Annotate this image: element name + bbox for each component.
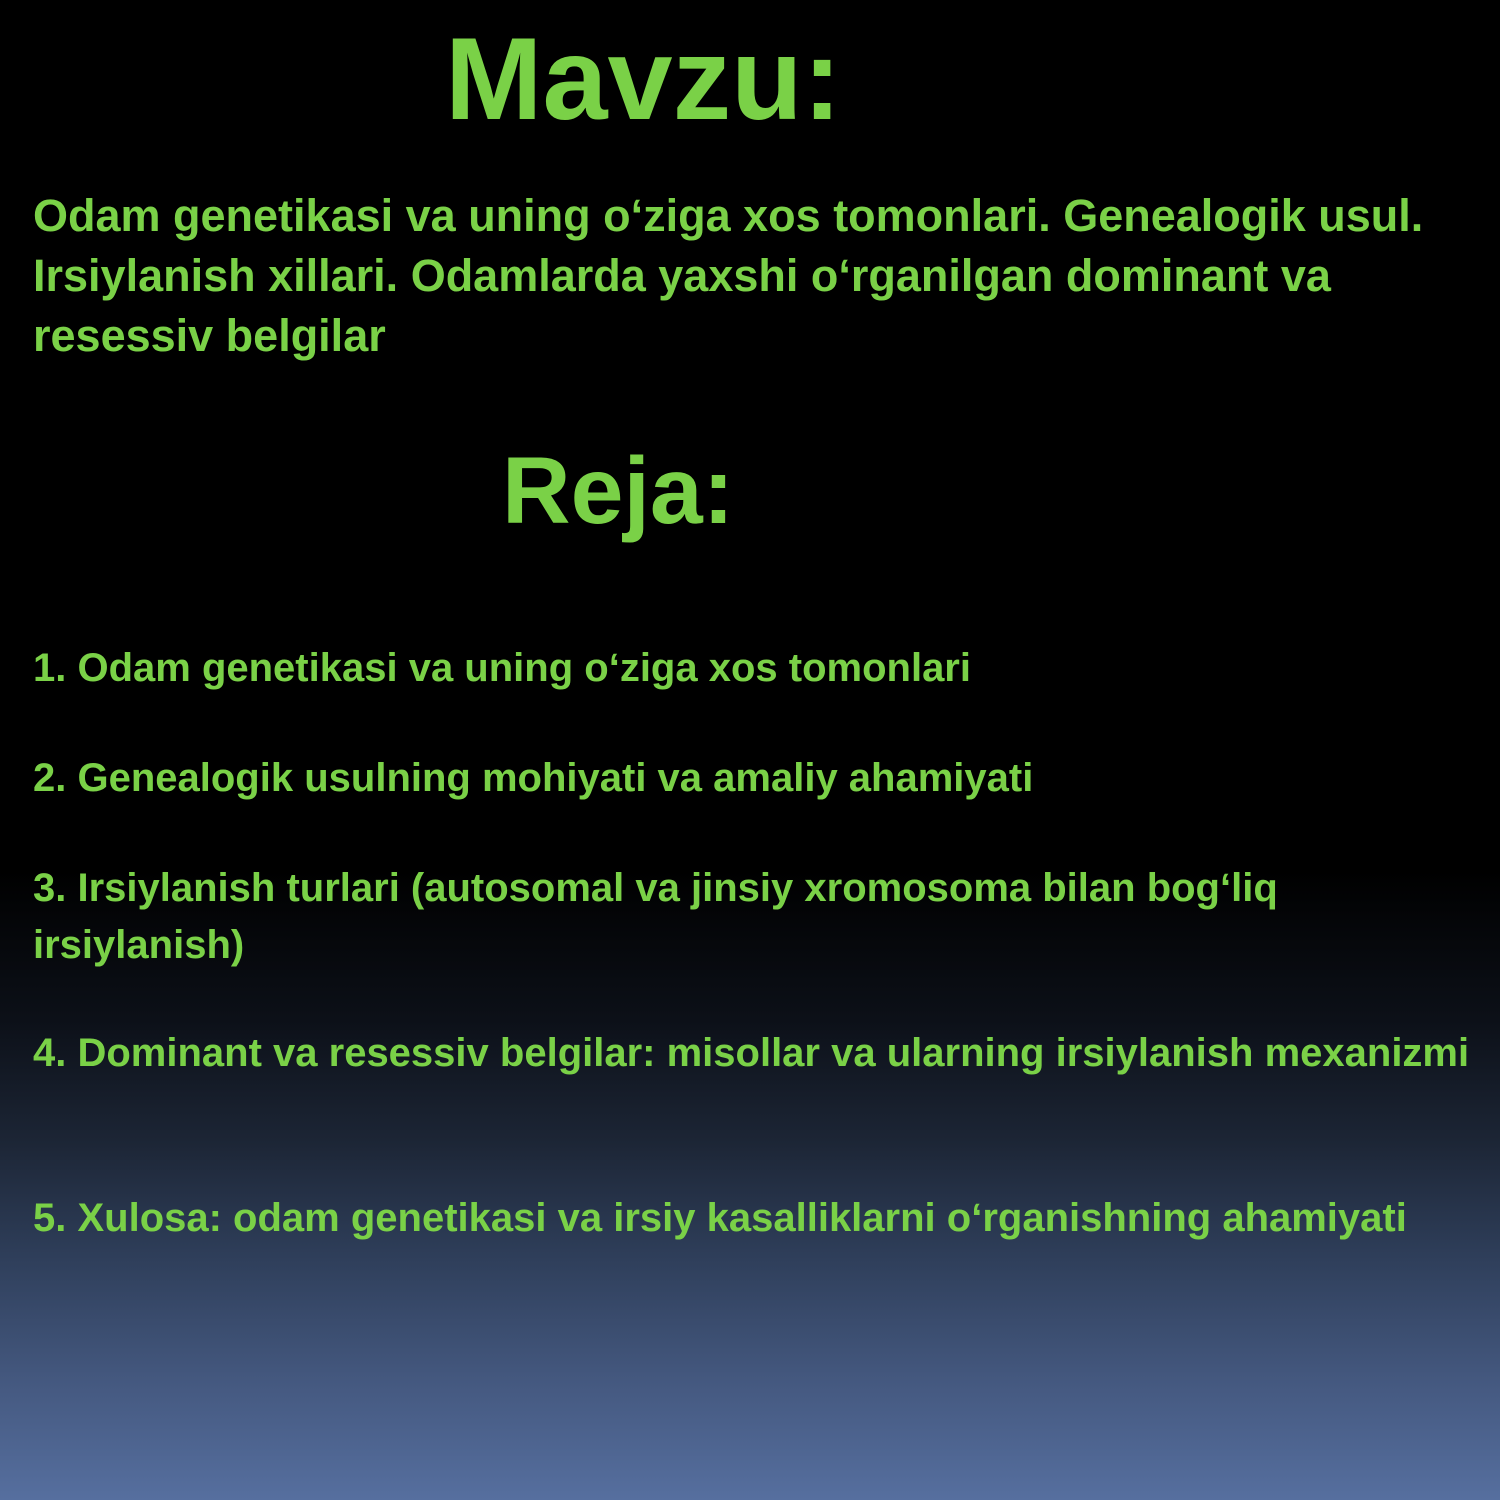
plan-item: 2. Genealogik usulning mohiyati va amaliy ahamiyati <box>33 756 1034 800</box>
plan-item: 5. Xulosa: odam genetikasi va irsiy kasalliklarni o‘rganishning ahamiyati <box>33 1196 1407 1240</box>
topic-text: Odam genetikasi va uning o‘ziga xos tomonlari. Genealogik usul. Irsiylanish xillari. Odamlarda yaxshi o‘rganilgan dominant va resessiv belgilar <box>33 190 1424 361</box>
plan-item: 4. Dominant va resessiv belgilar: misollar va ularning irsiylanish mexanizmi <box>33 1031 1470 1075</box>
plan-item: 1. Odam genetikasi va uning o‘ziga xos tomonlari <box>33 646 971 690</box>
plan-item: 3. Irsiylanish turlari (autosomal va jinsiy xromosoma bilan bog‘liq irsiylanish) <box>33 866 1278 967</box>
topic-heading: Mavzu: <box>445 13 842 144</box>
plan-heading: Reja: <box>502 438 735 544</box>
